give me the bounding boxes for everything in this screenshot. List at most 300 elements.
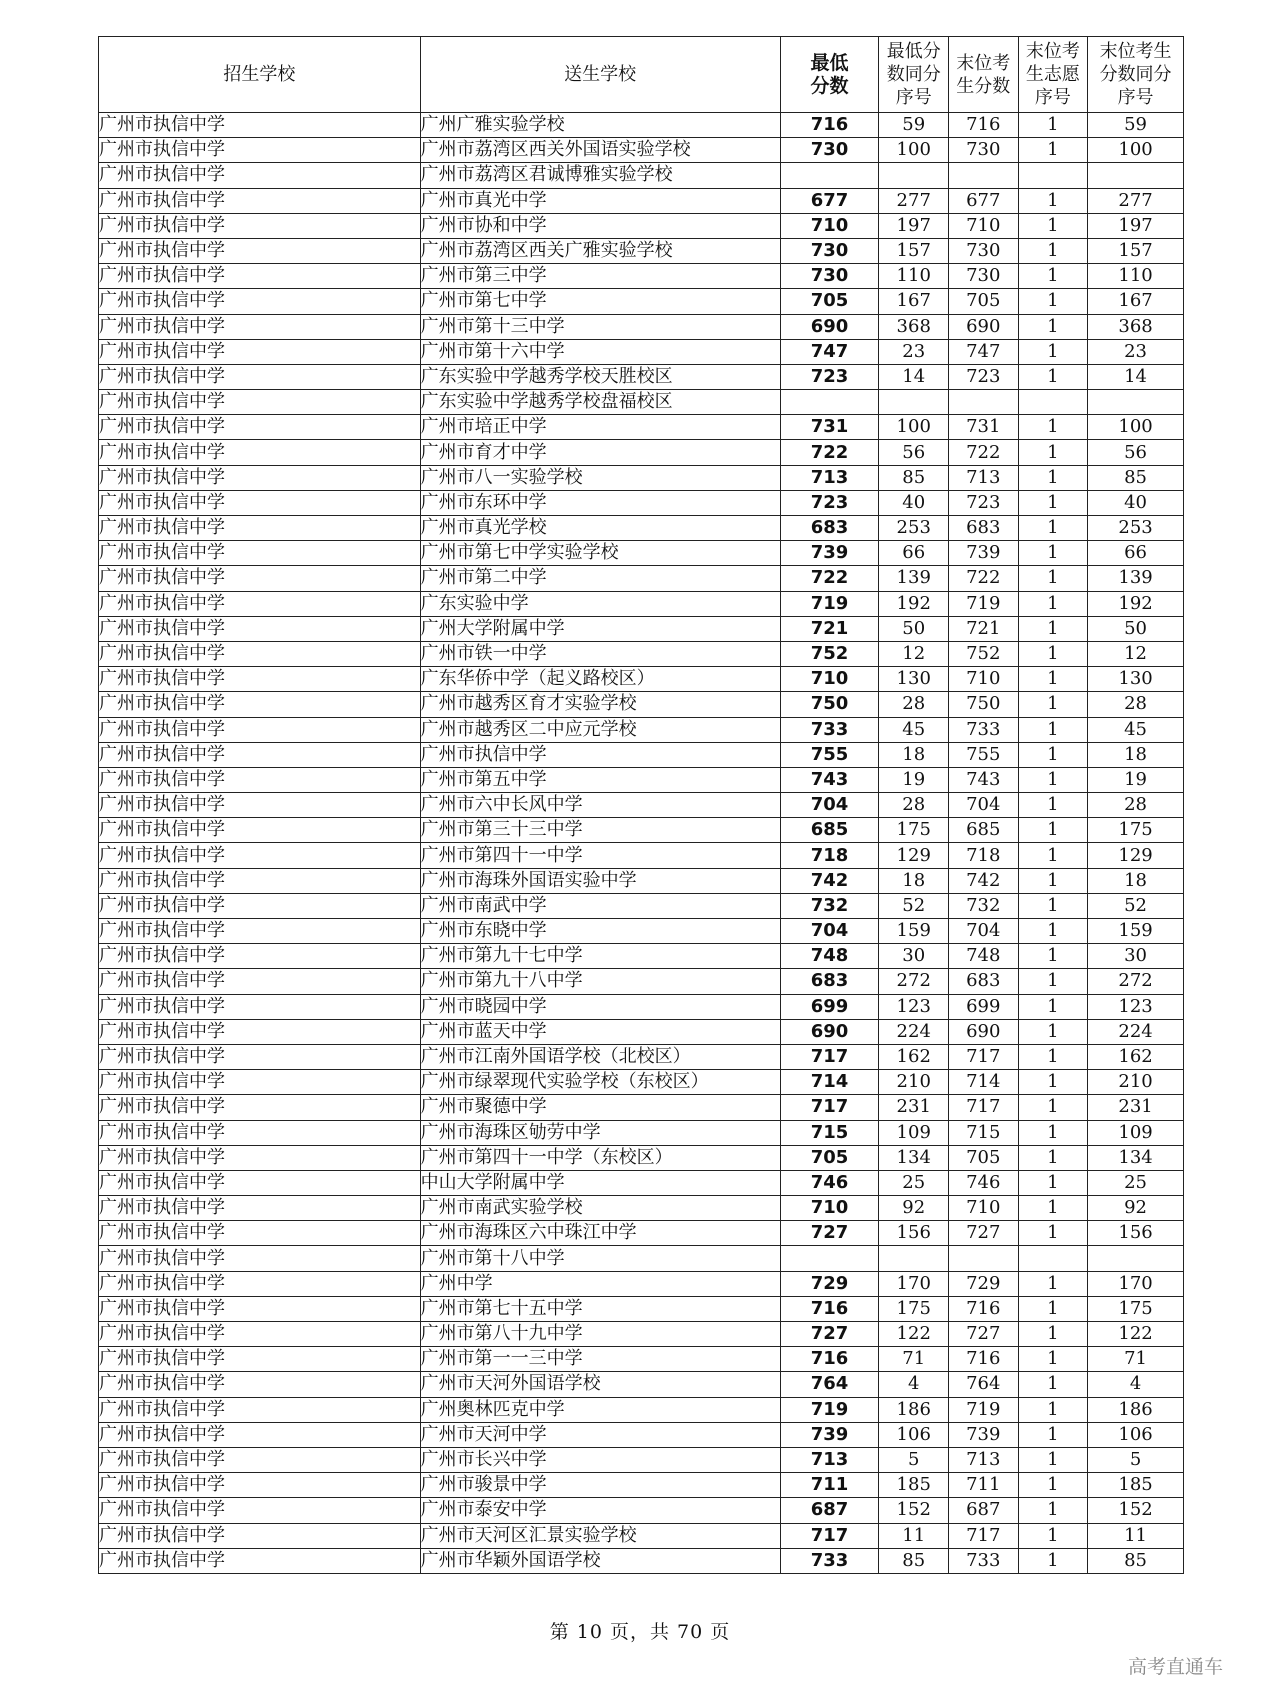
cell-min-score: 705	[780, 289, 879, 314]
cell-last-score: 742	[949, 868, 1019, 893]
cell-min-score-rank: 185	[879, 1473, 949, 1498]
cell-sending-school: 广州市聚德中学	[420, 1095, 780, 1120]
cell-last-score-rank: 272	[1088, 969, 1184, 994]
table-row	[99, 541, 1184, 566]
cell-sending-school: 广州市第二中学	[420, 566, 780, 591]
cell-last-score: 710	[949, 1196, 1019, 1221]
cell-last-choice-order: 1	[1018, 490, 1088, 515]
cell-min-score-rank: 56	[879, 440, 949, 465]
cell-last-score-rank: 12	[1088, 641, 1184, 666]
cell-last-score	[949, 390, 1019, 415]
cell-last-score: 713	[949, 1447, 1019, 1472]
cell-last-score-rank: 368	[1088, 314, 1184, 339]
cell-last-choice-order: 1	[1018, 541, 1088, 566]
cell-last-score-rank: 170	[1088, 1271, 1184, 1296]
cell-min-score: 716	[780, 113, 879, 138]
cell-last-score-rank: 129	[1088, 843, 1184, 868]
cell-sending-school: 广州市协和中学	[420, 213, 780, 238]
cell-last-score-rank: 50	[1088, 616, 1184, 641]
cell-last-choice-order: 1	[1018, 1044, 1088, 1069]
cell-last-choice-order: 1	[1018, 1170, 1088, 1195]
cell-last-score-rank: 59	[1088, 113, 1184, 138]
cell-sending-school: 广州市第九十七中学	[420, 944, 780, 969]
cell-enrolling-school: 广州市执信中学	[99, 793, 421, 818]
cell-sending-school: 广州市第九十八中学	[420, 969, 780, 994]
cell-last-score-rank: 30	[1088, 944, 1184, 969]
cell-enrolling-school: 广州市执信中学	[99, 1019, 421, 1044]
cell-last-score: 723	[949, 364, 1019, 389]
table-row	[99, 1523, 1184, 1548]
table-row	[99, 919, 1184, 944]
table-row	[99, 793, 1184, 818]
table-row	[99, 1019, 1184, 1044]
cell-last-score-rank: 277	[1088, 188, 1184, 213]
cell-last-choice-order: 1	[1018, 1473, 1088, 1498]
cell-sending-school: 广州市第十三中学	[420, 314, 780, 339]
cell-last-score: 715	[949, 1120, 1019, 1145]
cell-last-score-rank: 92	[1088, 1196, 1184, 1221]
cell-last-choice-order: 1	[1018, 692, 1088, 717]
cell-last-choice-order: 1	[1018, 591, 1088, 616]
cell-last-score-rank: 100	[1088, 415, 1184, 440]
cell-last-score: 752	[949, 641, 1019, 666]
cell-enrolling-school: 广州市执信中学	[99, 1473, 421, 1498]
table-row	[99, 843, 1184, 868]
cell-min-score: 685	[780, 818, 879, 843]
cell-last-score-rank: 45	[1088, 717, 1184, 742]
cell-sending-school: 广东实验中学越秀学校天胜校区	[420, 364, 780, 389]
cell-last-choice-order: 1	[1018, 742, 1088, 767]
cell-sending-school: 广州市绿翠现代实验学校（东校区）	[420, 1070, 780, 1095]
cell-last-choice-order: 1	[1018, 1347, 1088, 1372]
cell-last-score-rank: 4	[1088, 1372, 1184, 1397]
cell-last-score-rank: 85	[1088, 465, 1184, 490]
cell-enrolling-school: 广州市执信中学	[99, 1070, 421, 1095]
cell-enrolling-school: 广州市执信中学	[99, 440, 421, 465]
table-row	[99, 692, 1184, 717]
cell-enrolling-school: 广州市执信中学	[99, 1347, 421, 1372]
cell-enrolling-school: 广州市执信中学	[99, 1296, 421, 1321]
cell-sending-school: 广州市华颖外国语学校	[420, 1548, 780, 1573]
cell-last-choice-order: 1	[1018, 1296, 1088, 1321]
table-row	[99, 1548, 1184, 1573]
cell-sending-school: 广州市海珠区劬劳中学	[420, 1120, 780, 1145]
cell-min-score-rank: 50	[879, 616, 949, 641]
cell-last-score: 739	[949, 1422, 1019, 1447]
cell-last-score: 732	[949, 893, 1019, 918]
cell-last-score-rank: 18	[1088, 868, 1184, 893]
cell-last-choice-order: 1	[1018, 1322, 1088, 1347]
cell-min-score: 739	[780, 1422, 879, 1447]
table-row	[99, 868, 1184, 893]
cell-sending-school: 广州市执信中学	[420, 742, 780, 767]
cell-last-score: 733	[949, 1548, 1019, 1573]
cell-last-choice-order: 1	[1018, 767, 1088, 792]
cell-min-score: 683	[780, 516, 879, 541]
cell-last-score-rank: 175	[1088, 1296, 1184, 1321]
cell-last-score: 755	[949, 742, 1019, 767]
cell-sending-school: 广州市骏景中学	[420, 1473, 780, 1498]
cell-enrolling-school: 广州市执信中学	[99, 1447, 421, 1472]
table-row	[99, 994, 1184, 1019]
cell-min-score	[780, 1246, 879, 1271]
cell-min-score: 730	[780, 238, 879, 263]
table-row	[99, 1422, 1184, 1447]
cell-last-score-rank: 100	[1088, 138, 1184, 163]
cell-sending-school: 广州市第七中学	[420, 289, 780, 314]
cell-min-score: 711	[780, 1473, 879, 1498]
cell-min-score-rank: 66	[879, 541, 949, 566]
cell-min-score: 714	[780, 1070, 879, 1095]
table-row	[99, 163, 1184, 188]
table-row	[99, 1271, 1184, 1296]
cell-min-score: 743	[780, 767, 879, 792]
cell-min-score: 713	[780, 1447, 879, 1472]
cell-enrolling-school: 广州市执信中学	[99, 516, 421, 541]
cell-enrolling-school: 广州市执信中学	[99, 1271, 421, 1296]
table-row	[99, 616, 1184, 641]
cell-last-choice-order: 1	[1018, 944, 1088, 969]
cell-last-score: 704	[949, 919, 1019, 944]
cell-last-score: 683	[949, 969, 1019, 994]
cell-min-score-rank: 139	[879, 566, 949, 591]
cell-last-score: 690	[949, 1019, 1019, 1044]
cell-sending-school: 广州市天河中学	[420, 1422, 780, 1447]
cell-enrolling-school: 广州市执信中学	[99, 944, 421, 969]
cell-last-score: 727	[949, 1221, 1019, 1246]
cell-enrolling-school: 广州市执信中学	[99, 893, 421, 918]
cell-enrolling-school: 广州市执信中学	[99, 339, 421, 364]
cell-sending-school: 广州市第一一三中学	[420, 1347, 780, 1372]
cell-min-score-rank	[879, 1246, 949, 1271]
cell-last-choice-order: 1	[1018, 1221, 1088, 1246]
cell-enrolling-school: 广州市执信中学	[99, 591, 421, 616]
cell-last-score-rank: 23	[1088, 339, 1184, 364]
cell-last-score	[949, 1246, 1019, 1271]
table-row	[99, 969, 1184, 994]
table-row	[99, 591, 1184, 616]
cell-last-score-rank: 5	[1088, 1447, 1184, 1472]
cell-last-choice-order: 1	[1018, 969, 1088, 994]
cell-last-choice-order: 1	[1018, 868, 1088, 893]
cell-enrolling-school: 广州市执信中学	[99, 994, 421, 1019]
cell-last-score-rank: 185	[1088, 1473, 1184, 1498]
cell-last-choice-order: 1	[1018, 1070, 1088, 1095]
table-row	[99, 1044, 1184, 1069]
cell-sending-school: 广东华侨中学（起义路校区）	[420, 667, 780, 692]
cell-sending-school: 广州市东晓中学	[420, 919, 780, 944]
cell-min-score: 705	[780, 1145, 879, 1170]
cell-enrolling-school: 广州市执信中学	[99, 238, 421, 263]
cell-min-score-rank: 192	[879, 591, 949, 616]
cell-enrolling-school: 广州市执信中学	[99, 364, 421, 389]
cell-sending-school: 广州市第五中学	[420, 767, 780, 792]
cell-last-score-rank: 123	[1088, 994, 1184, 1019]
cell-min-score: 730	[780, 264, 879, 289]
cell-min-score-rank: 71	[879, 1347, 949, 1372]
cell-last-score: 717	[949, 1044, 1019, 1069]
cell-enrolling-school: 广州市执信中学	[99, 541, 421, 566]
table-row	[99, 490, 1184, 515]
cell-min-score-rank: 30	[879, 944, 949, 969]
cell-enrolling-school: 广州市执信中学	[99, 138, 421, 163]
cell-enrolling-school: 广州市执信中学	[99, 1170, 421, 1195]
cell-min-score: 704	[780, 793, 879, 818]
table-row	[99, 465, 1184, 490]
cell-enrolling-school: 广州市执信中学	[99, 1095, 421, 1120]
cell-min-score-rank: 170	[879, 1271, 949, 1296]
table-row	[99, 188, 1184, 213]
cell-min-score: 716	[780, 1296, 879, 1321]
table-row	[99, 717, 1184, 742]
cell-last-choice-order: 1	[1018, 238, 1088, 263]
cell-sending-school: 广州奥林匹克中学	[420, 1397, 780, 1422]
table-row	[99, 1120, 1184, 1145]
cell-min-score-rank: 106	[879, 1422, 949, 1447]
cell-min-score: 742	[780, 868, 879, 893]
cell-last-choice-order: 1	[1018, 1523, 1088, 1548]
cell-last-score-rank: 40	[1088, 490, 1184, 515]
cell-last-choice-order: 1	[1018, 919, 1088, 944]
table-row	[99, 1498, 1184, 1523]
cell-last-score: 705	[949, 1145, 1019, 1170]
cell-sending-school: 广州市培正中学	[420, 415, 780, 440]
cell-sending-school: 广州市长兴中学	[420, 1447, 780, 1472]
cell-min-score: 750	[780, 692, 879, 717]
cell-last-score-rank: 159	[1088, 919, 1184, 944]
cell-last-choice-order	[1018, 163, 1088, 188]
cell-last-score: 713	[949, 465, 1019, 490]
cell-min-score-rank: 40	[879, 490, 949, 515]
cell-min-score: 677	[780, 188, 879, 213]
cell-sending-school: 广州市铁一中学	[420, 641, 780, 666]
cell-last-score: 747	[949, 339, 1019, 364]
cell-sending-school: 广州中学	[420, 1271, 780, 1296]
cell-last-choice-order	[1018, 1246, 1088, 1271]
cell-enrolling-school: 广州市执信中学	[99, 1221, 421, 1246]
table-row	[99, 138, 1184, 163]
table-row	[99, 314, 1184, 339]
cell-last-choice-order: 1	[1018, 1196, 1088, 1221]
table-row	[99, 339, 1184, 364]
cell-last-score: 710	[949, 667, 1019, 692]
cell-last-choice-order: 1	[1018, 364, 1088, 389]
table-row	[99, 1095, 1184, 1120]
cell-enrolling-school: 广州市执信中学	[99, 616, 421, 641]
cell-last-score-rank	[1088, 163, 1184, 188]
cell-enrolling-school: 广州市执信中学	[99, 1246, 421, 1271]
cell-last-score-rank: 152	[1088, 1498, 1184, 1523]
cell-enrolling-school: 广州市执信中学	[99, 1498, 421, 1523]
cell-enrolling-school: 广州市执信中学	[99, 692, 421, 717]
cell-min-score: 715	[780, 1120, 879, 1145]
cell-min-score: 746	[780, 1170, 879, 1195]
cell-min-score-rank: 152	[879, 1498, 949, 1523]
cell-min-score: 699	[780, 994, 879, 1019]
cell-last-choice-order: 1	[1018, 994, 1088, 1019]
table-row	[99, 213, 1184, 238]
cell-enrolling-school: 广州市执信中学	[99, 566, 421, 591]
cell-min-score-rank	[879, 163, 949, 188]
cell-last-choice-order: 1	[1018, 843, 1088, 868]
table-row	[99, 893, 1184, 918]
cell-min-score-rank: 159	[879, 919, 949, 944]
cell-enrolling-school: 广州市执信中学	[99, 264, 421, 289]
cell-sending-school: 广州市第七十五中学	[420, 1296, 780, 1321]
cell-last-score: 730	[949, 264, 1019, 289]
table-row	[99, 1447, 1184, 1472]
cell-last-score: 717	[949, 1095, 1019, 1120]
table-row	[99, 390, 1184, 415]
cell-sending-school: 广州市江南外国语学校（北校区）	[420, 1044, 780, 1069]
cell-min-score: 733	[780, 1548, 879, 1573]
table-row	[99, 1221, 1184, 1246]
header-cell: 末位考生 分数同分 序号	[1088, 37, 1184, 113]
cell-min-score-rank: 157	[879, 238, 949, 263]
cell-last-choice-order: 1	[1018, 138, 1088, 163]
cell-last-score-rank: 231	[1088, 1095, 1184, 1120]
cell-last-choice-order: 1	[1018, 1019, 1088, 1044]
cell-min-score: 752	[780, 641, 879, 666]
cell-enrolling-school: 广州市执信中学	[99, 767, 421, 792]
cell-last-score: 730	[949, 238, 1019, 263]
cell-enrolling-school: 广州市执信中学	[99, 415, 421, 440]
cell-enrolling-school: 广州市执信中学	[99, 1145, 421, 1170]
page-footer: 第 10 页，共 70 页	[549, 1621, 731, 1643]
cell-last-score: 716	[949, 1296, 1019, 1321]
cell-min-score-rank	[879, 390, 949, 415]
cell-sending-school: 广州市东环中学	[420, 490, 780, 515]
cell-last-score: 729	[949, 1271, 1019, 1296]
cell-last-score-rank: 186	[1088, 1397, 1184, 1422]
cell-sending-school: 广州市第四十一中学	[420, 843, 780, 868]
cell-min-score-rank: 272	[879, 969, 949, 994]
cell-last-score-rank: 175	[1088, 818, 1184, 843]
table-row	[99, 415, 1184, 440]
cell-last-score: 710	[949, 213, 1019, 238]
table-row	[99, 1070, 1184, 1095]
cell-last-score-rank: 139	[1088, 566, 1184, 591]
cell-min-score-rank: 4	[879, 1372, 949, 1397]
cell-last-score: 721	[949, 616, 1019, 641]
cell-min-score-rank: 52	[879, 893, 949, 918]
cell-min-score: 722	[780, 440, 879, 465]
cell-last-score: 704	[949, 793, 1019, 818]
table-row	[99, 1145, 1184, 1170]
cell-min-score: 713	[780, 465, 879, 490]
cell-min-score: 721	[780, 616, 879, 641]
cell-last-score: 677	[949, 188, 1019, 213]
cell-sending-school: 广州市真光中学	[420, 188, 780, 213]
cell-sending-school: 广州市第八十九中学	[420, 1322, 780, 1347]
cell-last-choice-order: 1	[1018, 440, 1088, 465]
cell-sending-school: 广州市第十六中学	[420, 339, 780, 364]
cell-sending-school: 广州市越秀区二中应元学校	[420, 717, 780, 742]
cell-last-choice-order: 1	[1018, 793, 1088, 818]
cell-min-score: 717	[780, 1523, 879, 1548]
cell-sending-school: 广州市南武中学	[420, 893, 780, 918]
cell-sending-school: 广州大学附属中学	[420, 616, 780, 641]
cell-min-score-rank: 109	[879, 1120, 949, 1145]
cell-last-score: 764	[949, 1372, 1019, 1397]
cell-last-choice-order: 1	[1018, 339, 1088, 364]
cell-min-score: 764	[780, 1372, 879, 1397]
cell-enrolling-school: 广州市执信中学	[99, 1548, 421, 1573]
cell-last-score: 716	[949, 113, 1019, 138]
cell-min-score-rank: 175	[879, 818, 949, 843]
cell-min-score-rank: 110	[879, 264, 949, 289]
table-row	[99, 1296, 1184, 1321]
cell-last-choice-order: 1	[1018, 113, 1088, 138]
cell-enrolling-school: 广州市执信中学	[99, 314, 421, 339]
cell-min-score-rank: 100	[879, 415, 949, 440]
cell-min-score-rank: 45	[879, 717, 949, 742]
cell-min-score: 748	[780, 944, 879, 969]
cell-min-score-rank: 368	[879, 314, 949, 339]
cell-last-score: 718	[949, 843, 1019, 868]
cell-min-score-rank: 224	[879, 1019, 949, 1044]
cell-last-score-rank: 14	[1088, 364, 1184, 389]
cell-sending-school: 广州市泰安中学	[420, 1498, 780, 1523]
cell-min-score-rank: 123	[879, 994, 949, 1019]
cell-last-score	[949, 163, 1019, 188]
cell-sending-school: 广州市海珠区六中珠江中学	[420, 1221, 780, 1246]
cell-min-score: 730	[780, 138, 879, 163]
cell-last-score-rank: 253	[1088, 516, 1184, 541]
table-row	[99, 1397, 1184, 1422]
cell-min-score-rank: 122	[879, 1322, 949, 1347]
cell-min-score: 727	[780, 1221, 879, 1246]
cell-min-score: 717	[780, 1095, 879, 1120]
cell-enrolling-school: 广州市执信中学	[99, 1196, 421, 1221]
cell-min-score-rank: 85	[879, 465, 949, 490]
cell-last-score: 717	[949, 1523, 1019, 1548]
cell-min-score-rank: 18	[879, 868, 949, 893]
cell-sending-school: 广州市荔湾区西关外国语实验学校	[420, 138, 780, 163]
cell-last-score: 690	[949, 314, 1019, 339]
cell-enrolling-school: 广州市执信中学	[99, 818, 421, 843]
cell-enrolling-school: 广州市执信中学	[99, 919, 421, 944]
cell-min-score-rank: 28	[879, 793, 949, 818]
cell-last-score: 730	[949, 138, 1019, 163]
cell-min-score: 731	[780, 415, 879, 440]
cell-last-choice-order: 1	[1018, 264, 1088, 289]
cell-enrolling-school: 广州市执信中学	[99, 490, 421, 515]
cell-sending-school: 广州市第三中学	[420, 264, 780, 289]
cell-sending-school: 广州市育才中学	[420, 440, 780, 465]
header-cell: 送生学校	[420, 37, 780, 113]
cell-last-score-rank: 157	[1088, 238, 1184, 263]
cell-sending-school: 广州市晓园中学	[420, 994, 780, 1019]
cell-last-score-rank: 197	[1088, 213, 1184, 238]
cell-last-choice-order: 1	[1018, 1422, 1088, 1447]
cell-enrolling-school: 广州市执信中学	[99, 843, 421, 868]
table-row	[99, 1347, 1184, 1372]
cell-sending-school: 广州市天河区汇景实验学校	[420, 1523, 780, 1548]
cell-last-score: 683	[949, 516, 1019, 541]
cell-last-choice-order: 1	[1018, 465, 1088, 490]
cell-last-choice-order: 1	[1018, 893, 1088, 918]
cell-last-choice-order: 1	[1018, 717, 1088, 742]
cell-min-score: 690	[780, 1019, 879, 1044]
cell-min-score	[780, 390, 879, 415]
cell-min-score-rank: 167	[879, 289, 949, 314]
cell-min-score-rank: 23	[879, 339, 949, 364]
table-row	[99, 1473, 1184, 1498]
cell-min-score: 722	[780, 566, 879, 591]
cell-min-score: 747	[780, 339, 879, 364]
cell-min-score-rank: 156	[879, 1221, 949, 1246]
